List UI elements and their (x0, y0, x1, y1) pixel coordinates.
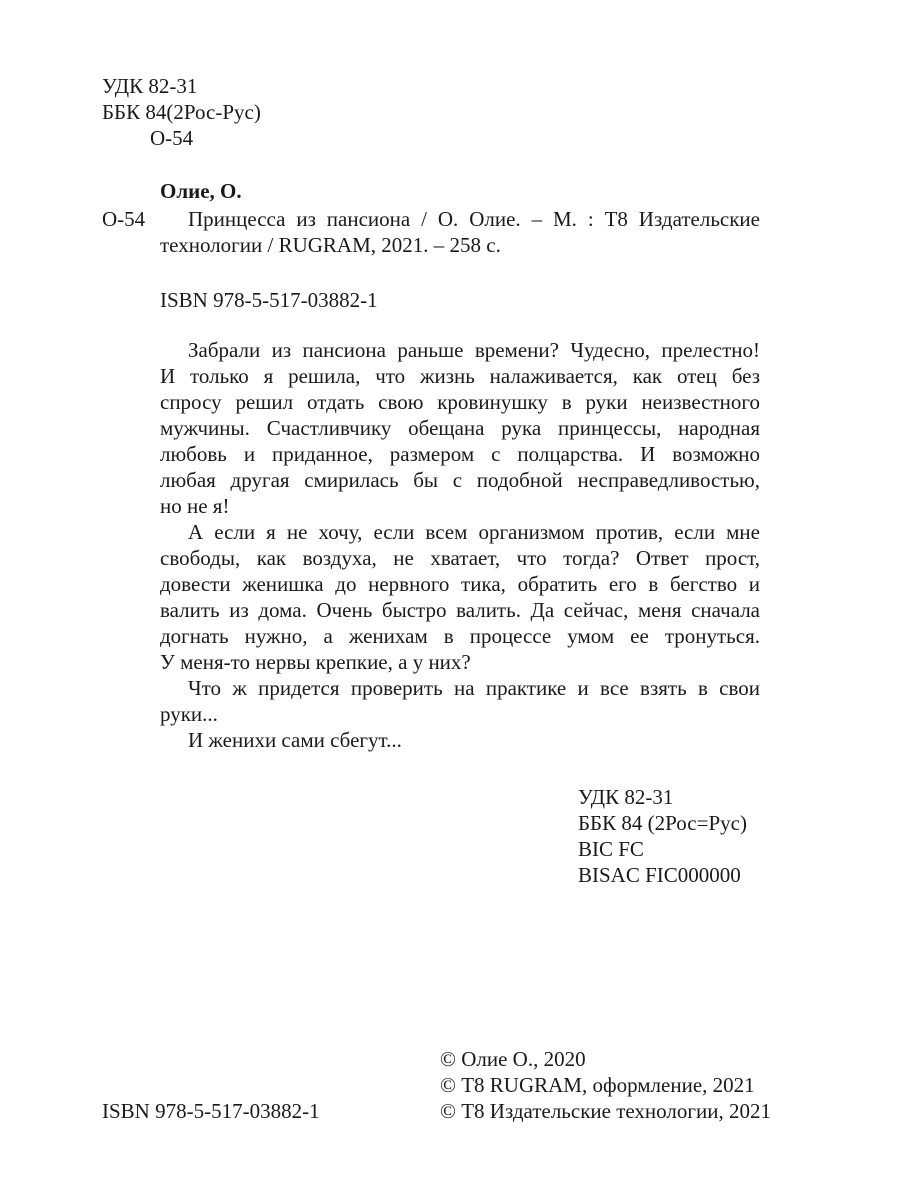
bbk-code: ББК 84 (2Рос=Рус) (578, 811, 747, 835)
classification-block (578, 784, 747, 888)
udk-code: УДК 82-31 (102, 74, 198, 98)
text-line: И женихи сами сбегут... (188, 728, 402, 752)
annotation-paragraph (160, 519, 760, 675)
author-name: Олие, О. (160, 179, 242, 203)
author-sign: О-54 (150, 126, 194, 150)
udk-code: УДК 82-31 (578, 785, 674, 809)
annotation-paragraph (160, 727, 760, 753)
bibliography-author-sign: О-54 (102, 207, 146, 231)
bbk-code: ББК 84(2Рос-Рус) (102, 100, 261, 124)
annotation (160, 337, 760, 753)
copyright-block (440, 1046, 771, 1124)
text-line: свободы, как воздуха, не хватает, что тогда? Ответ прост, (160, 546, 760, 570)
copyright-line: © Олие О., 2020 (440, 1047, 586, 1071)
text-line: спросу решил отдать свою кровинушку в руки неизвестного (160, 390, 760, 414)
text-line: мужчины. Счастливчику обещана рука принцессы, народная (160, 416, 760, 440)
text-line: догнать нужно, а женихам в процессе умом ее тронуться. (160, 624, 760, 648)
copyright-line: © Т8 RUGRAM, оформление, 2021 (440, 1073, 755, 1097)
bic-code: BIC FC (578, 837, 644, 861)
text-line: У меня-то нервы крепкие, а у них? (160, 650, 471, 674)
text-line: довести женишка до нервного тика, обратить его в бегство и (160, 572, 760, 596)
text-line: валить из дома. Очень быстро валить. Да сейчас, меня сначала (160, 598, 760, 622)
text-line: Что ж придется проверить на практике и все взять в свои (188, 676, 760, 700)
bibliographic-description (160, 206, 760, 258)
text-line: руки... (160, 702, 218, 726)
isbn-footer: ISBN 978-5-517-03882-1 (102, 1099, 320, 1123)
copyright-line: © Т8 Издательские технологии, 2021 (440, 1099, 771, 1123)
text-line: любая другая смирилась бы с подобной несправедливостью, (160, 468, 760, 492)
bibliography-line: технологии / RUGRAM, 2021. – 258 с. (160, 233, 501, 257)
text-line: любовь и приданное, размером с полцарства. И возможно (160, 442, 760, 466)
isbn: ISBN 978-5-517-03882-1 (160, 288, 378, 312)
bisac-code: BISAC FIC000000 (578, 863, 741, 887)
annotation-paragraph (160, 675, 760, 727)
text-line: но не я! (160, 494, 230, 518)
text-line: И только я решила, что жизнь налаживается, как отец без (160, 364, 760, 388)
annotation-paragraph (160, 337, 760, 519)
text-line: А если я не хочу, если всем организмом против, если мне (188, 520, 760, 544)
text-line: Забрали из пансиона раньше времени? Чудесно, прелестно! (188, 338, 760, 362)
bibliography-line: Принцесса из пансиона / О. Олие. – М. : Т8 Издательские (188, 207, 760, 231)
